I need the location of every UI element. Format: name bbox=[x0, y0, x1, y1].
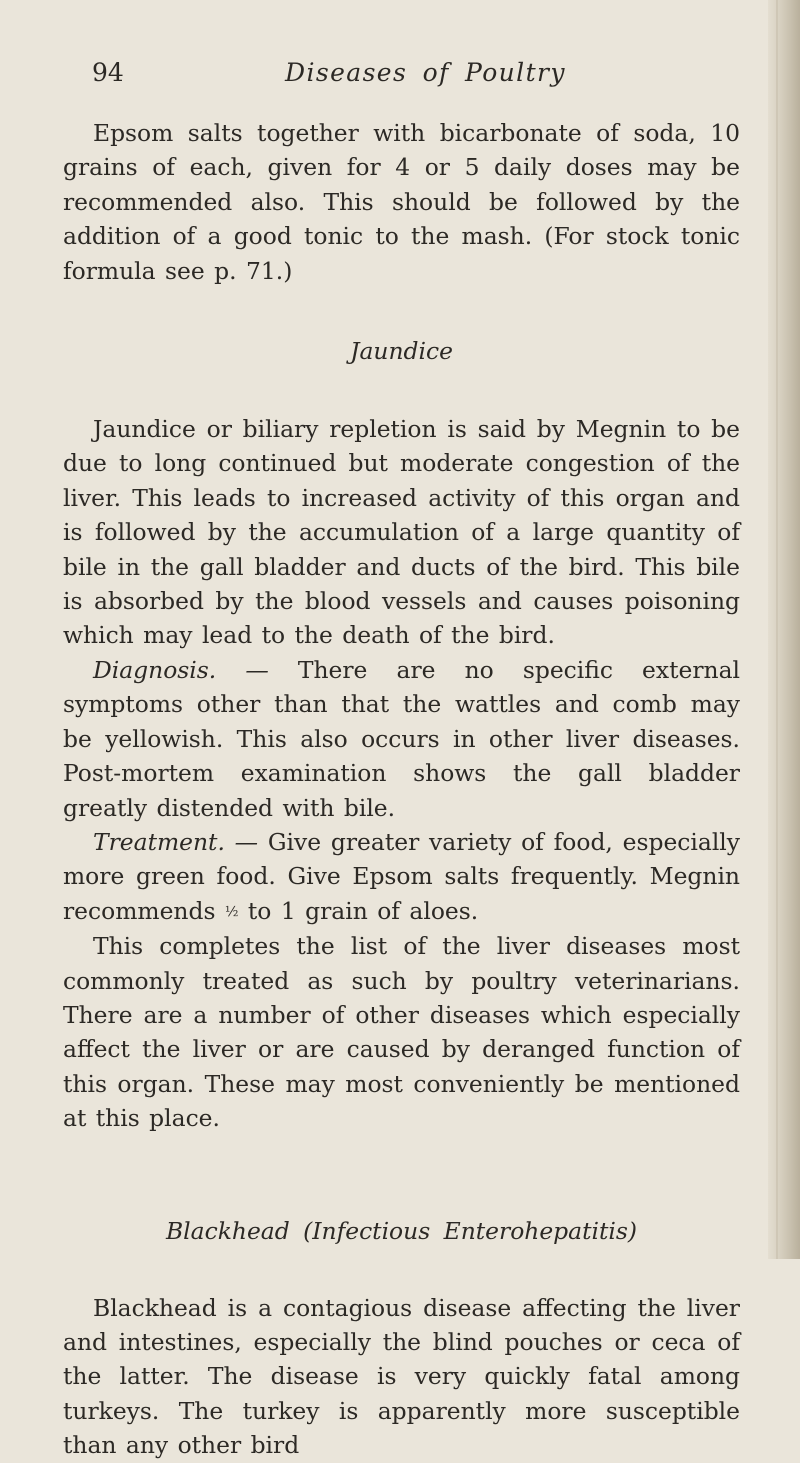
treatment-label: Treatment. — bbox=[93, 827, 259, 856]
page-binding-line bbox=[776, 0, 778, 1259]
summary-paragraph: This completes the list of the liver diseases most commonly treated as such by poultry veterinarians. There are a number of other diseases which especially affect the liver or are caused by deranged function of this organ. These may most conveniently be mentioned at this place. bbox=[63, 932, 740, 1133]
diagnosis-paragraph bbox=[63, 653, 740, 825]
jaundice-intro-paragraph: Jaundice or biliary repletion is said by Megnin to be due to long continued but moderate congestion of the liver. This leads to increased activity of this organ and is followed by the accumulation of a large quantity of bile in the gall bladder and ducts of the bird. This bile is absorbed by the blood vessels and causes poisoning which may lead to the death of the bird. bbox=[63, 415, 740, 650]
treatment-fraction: ½ bbox=[224, 903, 239, 920]
page-header bbox=[92, 58, 742, 98]
treatment-text-end: to 1 grain of aloes. bbox=[247, 896, 479, 925]
diagnosis-text: There are no specific external symptoms other than that the wattles and comb may be yellowish. This also occurs in other liver diseases. Post-mortem examination shows the gall bladder greatly distended with bile. bbox=[63, 655, 740, 822]
epsom-paragraph: Epsom salts together with bicarbonate of soda, 10 grains of each, given for 4 or 5 daily doses may be recommended also. This should be followed by the addition of a good tonic to the mash. (For stock tonic formula see p. 71.) bbox=[63, 119, 740, 285]
treatment-text: Give greater variety of food, especially more green food. Give Epsom salts frequently. Megnin recommends bbox=[63, 827, 741, 925]
page-body bbox=[63, 116, 740, 1463]
jaundice-heading: Jaundice bbox=[350, 337, 453, 366]
page-edge-shadow bbox=[768, 0, 800, 1259]
blackhead-paragraph: Blackhead is a contagious disease affecting the liver and intestines, especially the blind pouches or ceca of the latter. The disease is very quickly fatal among turkeys. The turkey is apparently more susceptible than any other bird bbox=[63, 1293, 740, 1460]
running-title: Diseases of Poultry bbox=[285, 58, 566, 87]
diagnosis-label: Diagnosis. — bbox=[93, 655, 269, 684]
page-number: 94 bbox=[92, 58, 124, 87]
treatment-paragraph bbox=[63, 825, 740, 929]
blackhead-heading: Blackhead (Infectious Enterohepatitis) bbox=[165, 1216, 637, 1245]
